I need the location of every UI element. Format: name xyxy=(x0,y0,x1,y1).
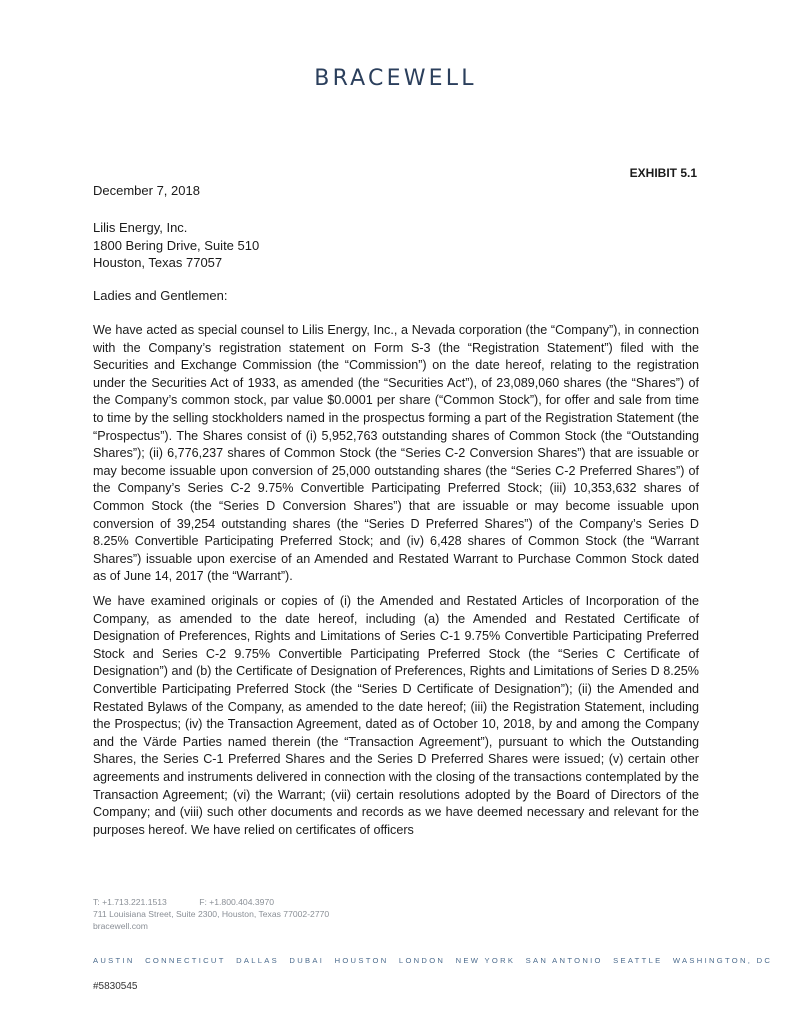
addressee-block xyxy=(93,219,259,272)
footer-address: 711 Louisiana Street, Suite 2300, Houston, Texas 77002-2770 xyxy=(93,909,330,920)
firm-logo: BRACEWELL xyxy=(314,66,477,91)
city: SEATTLE xyxy=(613,956,663,965)
city: AUSTIN xyxy=(93,956,135,965)
city: CONNECTICUT xyxy=(145,956,226,965)
addressee-line: Houston, Texas 77057 xyxy=(93,255,223,270)
city: DALLAS xyxy=(236,956,279,965)
addressee-line: Lilis Energy, Inc. xyxy=(93,220,188,235)
city: HOUSTON xyxy=(334,956,389,965)
city: SAN ANTONIO xyxy=(525,956,603,965)
city: WASHINGTON, DC xyxy=(672,956,773,965)
footer-website: bracewell.com xyxy=(93,921,148,932)
city: DUBAI xyxy=(289,956,325,965)
letter-date: December 7, 2018 xyxy=(93,183,200,198)
footer-phone: T: +1.713.221.1513 xyxy=(93,897,167,907)
footer-contact xyxy=(93,896,329,933)
city: NEW YORK xyxy=(455,956,516,965)
city: LONDON xyxy=(398,956,446,965)
body-paragraph-2: We have examined originals or copies of (i) the Amended and Restated Articles of Incorporation of the Company, as amended to the date hereof, including (a) the Amended and Restated Certificate of Designation of Preferences, Rights and Limitations of Series C-1 9.75% Convertible Participating Preferred Stock and Series C-2 9.75% Convertible Participating Preferred Stock (the “Series C Certificate of Designation”) and (b) the Certificate of Designation of Preferences, Rights and Limitations of Series D 8.25% Convertible Participating Preferred Stock (the “Series D Certificate of Designation”); (ii) the Amended and Restated Bylaws of the Company, as amended to the date hereof; (iii) the Registration Statement, including the Prospectus; (iv) the Transaction Agreement, dated as of October 10, 2018, by and among the Company and the Värde Parties named therein (the “Transaction Agreement”), pursuant to which the Outstanding Shares, the Series C-1 Preferred Shares and the Series D Preferred Shares were issued; (v) certain other agreements and instruments delivered in connection with the closing of the transactions contemplated by the Transaction Agreement; (vi) the Warrant; (vii) certain resolutions adopted by the Board of Directors of the Company; and (viii) such other documents and records as we have deemed necessary and relevant for the purposes hereof. We have relied on certificates of officers xyxy=(93,594,699,837)
office-cities xyxy=(93,956,773,965)
footer-fax: F: +1.800.404.3970 xyxy=(199,897,274,907)
document-number: #5830545 xyxy=(93,981,138,992)
body-paragraph-1: We have acted as special counsel to Lilis Energy, Inc., a Nevada corporation (the “Company”), in connection with the Company’s registration statement on Form S-3 (the “Registration Statement”) filed with the Securities and Exchange Commission (the “Commission”) on the date hereof, relating to the registration under the Securities Act of 1933, as amended (the “Securities Act”), of 23,089,060 shares (the “Shares”) of the Company’s common stock, par value $0.0001 per share (“Common Stock”), for offer and sale from time to time by the selling stockholders named in the prospectus forming a part of the Registration Statement (the “Prospectus”). The Shares consist of (i) 5,952,763 outstanding shares of Common Stock (the “Outstanding Shares”); (ii) 6,776,237 shares of Common Stock (the “Series C-2 Conversion Shares”) that are issuable or may become issuable upon conversion of 25,000 outstanding shares (the “Series C-2 Preferred Shares”) of the Company’s Series C-2 9.75% Convertible Participating Preferred Stock; (iii) 10,353,632 shares of Common Stock (the “Series D Conversion Shares”) that are issuable or may become issuable upon conversion of 39,254 outstanding shares (the “Series D Preferred Shares”) of the Company’s Series D 8.25% Convertible Participating Preferred Stock; and (iv) 6,428 shares of Common Stock (the “Warrant Shares”) issuable upon exercise of an Amended and Restated Warrant to Purchase Common Stock dated as of June 14, 2017 (the “Warrant”). xyxy=(93,323,699,584)
salutation: Ladies and Gentlemen: xyxy=(93,288,228,303)
addressee-line: 1800 Bering Drive, Suite 510 xyxy=(93,237,260,253)
exhibit-label: EXHIBIT 5.1 xyxy=(629,166,697,180)
